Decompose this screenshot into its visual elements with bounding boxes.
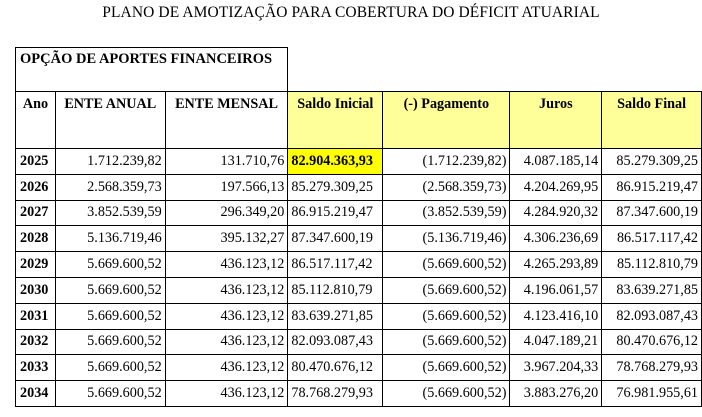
cell-ente-anual: 2.568.359,73 [55,174,165,200]
cell-ente-mensal: 436.123,12 [165,277,288,303]
header-saldo-final: Saldo Final [602,92,702,149]
cell-juros: 4.123.416,10 [510,303,602,329]
header-ano: Ano [16,92,56,149]
cell-saldo-inicial: 82.904.363,93 [288,149,383,175]
cell-saldo-inicial: 86.517.117,42 [288,252,383,278]
table-row [16,226,702,252]
cell-pagamento: (3.852.539,59) [383,200,510,226]
cell-ente-mensal: 436.123,12 [165,355,288,381]
cell-ente-mensal: 296.349,20 [165,200,288,226]
cell-ente-anual: 1.712.239,82 [55,149,165,175]
cell-saldo-final: 86.517.117,42 [602,226,702,252]
header-pagamento: (-) Pagamento [383,92,510,149]
cell-year: 2033 [16,355,56,381]
cell-pagamento: (5.669.600,52) [383,381,510,407]
cell-ente-mensal: 131.710,76 [165,149,288,175]
table-row [16,277,702,303]
cell-ente-mensal: 197.566,13 [165,174,288,200]
cell-saldo-inicial: 85.279.309,25 [288,174,383,200]
cell-juros: 4.306.236,69 [510,226,602,252]
table-row [16,381,702,407]
header-saldo-inicial: Saldo Inicial [288,92,383,149]
table-row [16,200,702,226]
cell-ente-anual: 3.852.539,59 [55,200,165,226]
cell-saldo-final: 87.347.600,19 [602,200,702,226]
cell-juros: 4.284.920,32 [510,200,602,226]
table-row [16,329,702,355]
cell-year: 2028 [16,226,56,252]
cell-pagamento: (5.669.600,52) [383,355,510,381]
cell-pagamento: (2.568.359,73) [383,174,510,200]
cell-juros: 3.883.276,20 [510,381,602,407]
cell-saldo-final: 83.639.271,85 [602,277,702,303]
cell-ente-anual: 5.669.600,52 [55,381,165,407]
cell-juros: 4.047.189,21 [510,329,602,355]
cell-ente-mensal: 436.123,12 [165,381,288,407]
cell-saldo-final: 78.768.279,93 [602,355,702,381]
table-row [16,355,702,381]
cell-year: 2026 [16,174,56,200]
cell-juros: 4.265.293,89 [510,252,602,278]
cell-saldo-final: 86.915.219,47 [602,174,702,200]
table-row [16,174,702,200]
cell-ente-mensal: 436.123,12 [165,303,288,329]
cell-saldo-inicial: 83.639.271,85 [288,303,383,329]
header-ente-mensal: ENTE MENSAL [165,92,288,149]
cell-juros: 4.087.185,14 [510,149,602,175]
header-juros: Juros [510,92,602,149]
table-row [16,149,702,175]
cell-saldo-final: 82.093.087,43 [602,303,702,329]
cell-saldo-final: 85.112.810,79 [602,252,702,278]
cell-juros: 4.196.061,57 [510,277,602,303]
cell-year: 2032 [16,329,56,355]
cell-saldo-inicial: 86.915.219,47 [288,200,383,226]
cell-ente-mensal: 395.132,27 [165,226,288,252]
cell-year: 2030 [16,277,56,303]
amortization-table [15,91,702,407]
table-row [16,252,702,278]
cell-saldo-inicial: 82.093.087,43 [288,329,383,355]
cell-saldo-inicial: 85.112.810,79 [288,277,383,303]
cell-year: 2031 [16,303,56,329]
document-title: PLANO DE AMOTIZAÇÃO PARA COBERTURA DO DÉFICIT ATUARIAL [102,4,600,21]
cell-pagamento: (5.669.600,52) [383,329,510,355]
cell-ente-mensal: 436.123,12 [165,329,288,355]
cell-ente-anual: 5.669.600,52 [55,303,165,329]
cell-pagamento: (5.136.719,46) [383,226,510,252]
table-header-row [16,92,702,149]
cell-saldo-final: 80.470.676,12 [602,329,702,355]
cell-ente-mensal: 436.123,12 [165,252,288,278]
cell-saldo-inicial: 80.470.676,12 [288,355,383,381]
cell-saldo-final: 85.279.309,25 [602,149,702,175]
option-label: OPÇÃO DE APORTES FINANCEIROS [20,51,273,67]
cell-pagamento: (5.669.600,52) [383,277,510,303]
cell-ente-anual: 5.669.600,52 [55,277,165,303]
cell-year: 2029 [16,252,56,278]
header-ente-anual: ENTE ANUAL [55,92,165,149]
cell-saldo-inicial: 87.347.600,19 [288,226,383,252]
cell-ente-anual: 5.669.600,52 [55,355,165,381]
cell-year: 2027 [16,200,56,226]
cell-ente-anual: 5.669.600,52 [55,329,165,355]
cell-saldo-final: 76.981.955,61 [602,381,702,407]
cell-year: 2025 [16,149,56,175]
cell-juros: 3.967.204,33 [510,355,602,381]
cell-pagamento: (5.669.600,52) [383,303,510,329]
cell-pagamento: (5.669.600,52) [383,252,510,278]
cell-year: 2034 [16,381,56,407]
cell-ente-anual: 5.669.600,52 [55,252,165,278]
cell-pagamento: (1.712.239,82) [383,149,510,175]
cell-saldo-inicial: 78.768.279,93 [288,381,383,407]
table-row [16,303,702,329]
cell-ente-anual: 5.136.719,46 [55,226,165,252]
cell-juros: 4.204.269,95 [510,174,602,200]
